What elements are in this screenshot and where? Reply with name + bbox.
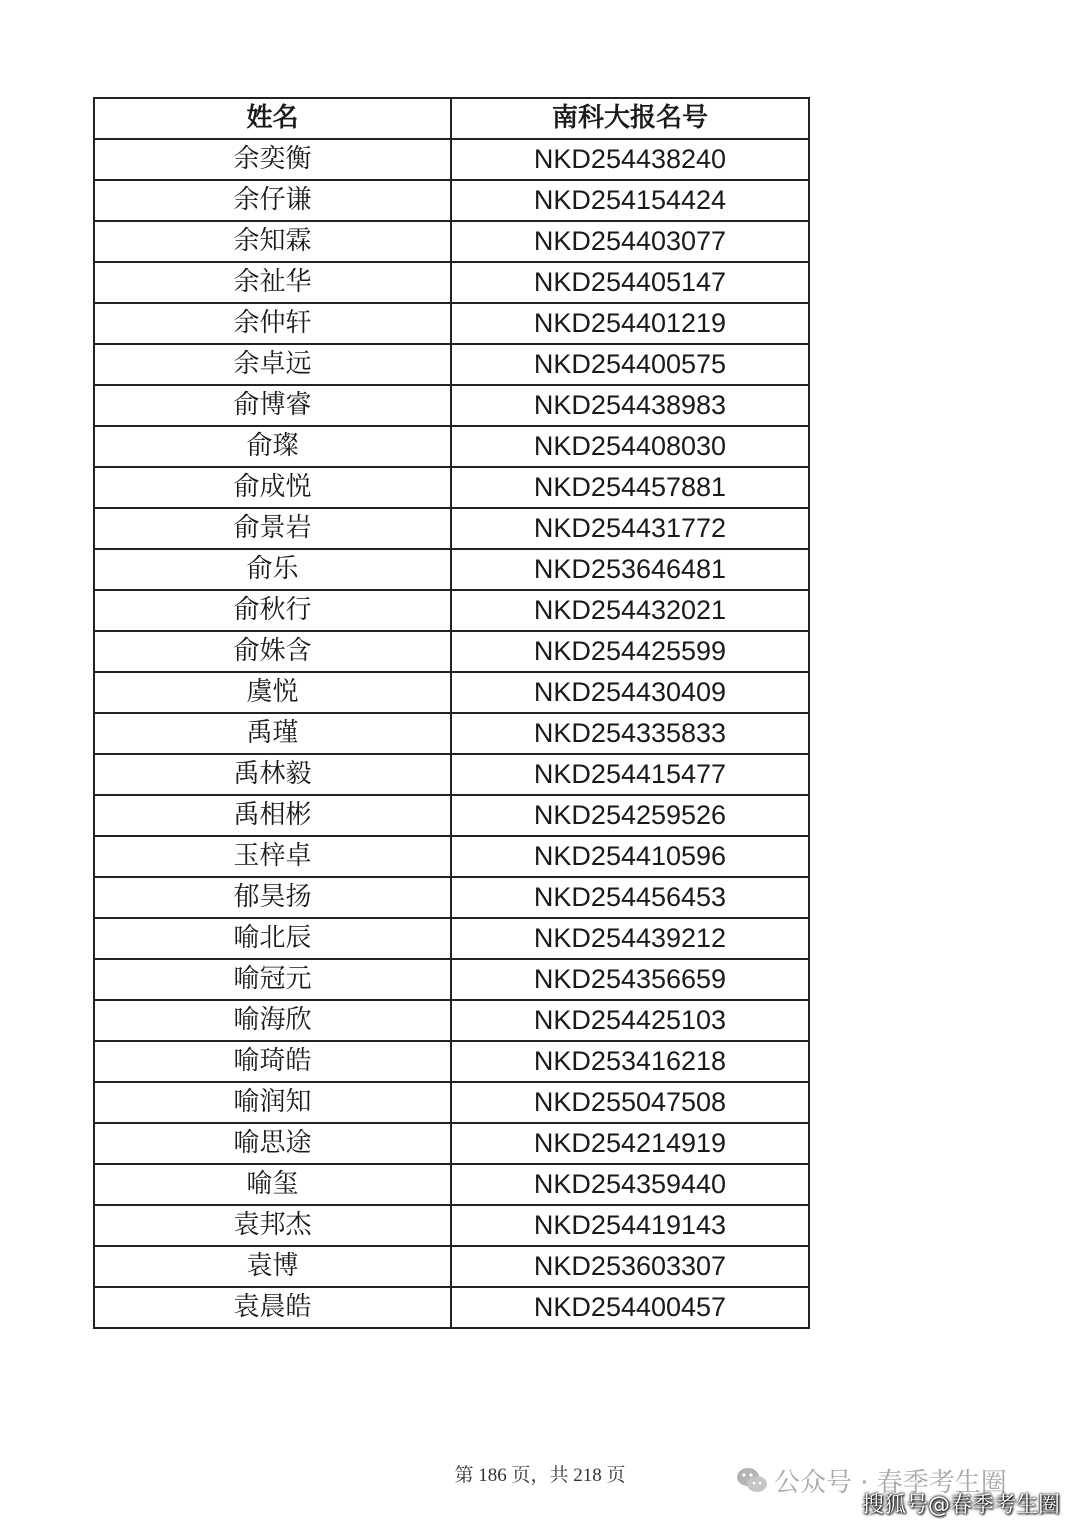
registration-number-cell: NKD254425103: [451, 1000, 809, 1041]
registration-number-cell: NKD254401219: [451, 303, 809, 344]
name-cell: 喻琦皓: [94, 1041, 451, 1082]
registration-number-cell: NKD254408030: [451, 426, 809, 467]
wechat-watermark-text: 公众号 · 春季考生圈: [774, 1468, 1007, 1498]
name-cell: 喻海欣: [94, 1000, 451, 1041]
name-cell: 俞成悦: [94, 467, 451, 508]
registration-number-cell: NKD254415477: [451, 754, 809, 795]
name-cell: 俞博睿: [94, 385, 451, 426]
name-cell: 虞悦: [94, 672, 451, 713]
table-row: [94, 1164, 809, 1205]
table-row: [94, 795, 809, 836]
registration-number-cell: NKD254259526: [451, 795, 809, 836]
registration-number-cell: NKD254439212: [451, 918, 809, 959]
registration-number-cell: NKD254356659: [451, 959, 809, 1000]
registration-number-cell: NKD254431772: [451, 508, 809, 549]
registration-number-cell: NKD254432021: [451, 590, 809, 631]
registration-number-cell: NKD253416218: [451, 1041, 809, 1082]
table-row: [94, 1082, 809, 1123]
registration-number-cell: NKD254419143: [451, 1205, 809, 1246]
registration-number-cell: NKD254456453: [451, 877, 809, 918]
wechat-icon: [736, 1466, 768, 1496]
name-cell: 俞乐: [94, 549, 451, 590]
name-cell: 喻北辰: [94, 918, 451, 959]
table-row: [94, 426, 809, 467]
table-row: [94, 1000, 809, 1041]
table-row: [94, 139, 809, 180]
name-cell: 袁晨皓: [94, 1287, 451, 1328]
table-row: [94, 1041, 809, 1082]
registration-number-cell: NKD255047508: [451, 1082, 809, 1123]
table-row: [94, 877, 809, 918]
table-row: [94, 221, 809, 262]
name-cell: 俞璨: [94, 426, 451, 467]
name-cell: 禹林毅: [94, 754, 451, 795]
table-row: [94, 549, 809, 590]
table-row: [94, 467, 809, 508]
roster-table: [93, 97, 810, 1329]
registration-number-cell: NKD254214919: [451, 1123, 809, 1164]
registration-number-cell: NKD254438983: [451, 385, 809, 426]
name-cell: 余知霖: [94, 221, 451, 262]
table-body: [94, 139, 809, 1328]
table-row: [94, 590, 809, 631]
registration-number-cell: NKD254154424: [451, 180, 809, 221]
table-row: [94, 754, 809, 795]
registration-number-cell: NKD253646481: [451, 549, 809, 590]
registration-number-cell: NKD254400457: [451, 1287, 809, 1328]
table-row: [94, 1287, 809, 1328]
page-number-footer: 第 186 页，共 218 页: [454, 1465, 626, 1486]
name-cell: 余祉华: [94, 262, 451, 303]
table-row: [94, 1205, 809, 1246]
table-row: [94, 303, 809, 344]
name-cell: 余仔谦: [94, 180, 451, 221]
name-cell: 余卓远: [94, 344, 451, 385]
registration-number-cell: NKD254410596: [451, 836, 809, 877]
table-row: [94, 344, 809, 385]
registration-number-cell: NKD254457881: [451, 467, 809, 508]
table-row: [94, 631, 809, 672]
registration-number-cell: NKD254438240: [451, 139, 809, 180]
name-cell: 袁邦杰: [94, 1205, 451, 1246]
header-name: 姓名: [94, 98, 451, 139]
name-cell: 余仲轩: [94, 303, 451, 344]
registration-number-cell: NKD254359440: [451, 1164, 809, 1205]
name-cell: 郁昊扬: [94, 877, 451, 918]
table-row: [94, 385, 809, 426]
registration-number-cell: NKD254405147: [451, 262, 809, 303]
table-row: [94, 508, 809, 549]
table-header-row: [94, 98, 809, 139]
sohu-watermark: 搜狐号@春季考生圈: [862, 1493, 1061, 1518]
table-row: [94, 1123, 809, 1164]
table-row: [94, 918, 809, 959]
registration-number-cell: NKD254425599: [451, 631, 809, 672]
name-cell: 喻玺: [94, 1164, 451, 1205]
name-cell: 喻润知: [94, 1082, 451, 1123]
name-cell: 喻冠元: [94, 959, 451, 1000]
table-row: [94, 672, 809, 713]
table-row: [94, 836, 809, 877]
name-cell: 玉梓卓: [94, 836, 451, 877]
name-cell: 俞秋行: [94, 590, 451, 631]
table-row: [94, 180, 809, 221]
table-row: [94, 713, 809, 754]
name-cell: 禹相彬: [94, 795, 451, 836]
name-cell: 袁博: [94, 1246, 451, 1287]
table-row: [94, 959, 809, 1000]
name-cell: 禹瑾: [94, 713, 451, 754]
registration-number-cell: NKD254403077: [451, 221, 809, 262]
name-cell: 俞景岩: [94, 508, 451, 549]
name-cell: 俞姝含: [94, 631, 451, 672]
table-row: [94, 1246, 809, 1287]
registration-number-cell: NKD254400575: [451, 344, 809, 385]
header-registration-number: 南科大报名号: [451, 98, 809, 139]
registration-number-cell: NKD253603307: [451, 1246, 809, 1287]
registration-number-cell: NKD254430409: [451, 672, 809, 713]
name-cell: 余奕衡: [94, 139, 451, 180]
registration-number-cell: NKD254335833: [451, 713, 809, 754]
table-row: [94, 262, 809, 303]
name-cell: 喻思途: [94, 1123, 451, 1164]
